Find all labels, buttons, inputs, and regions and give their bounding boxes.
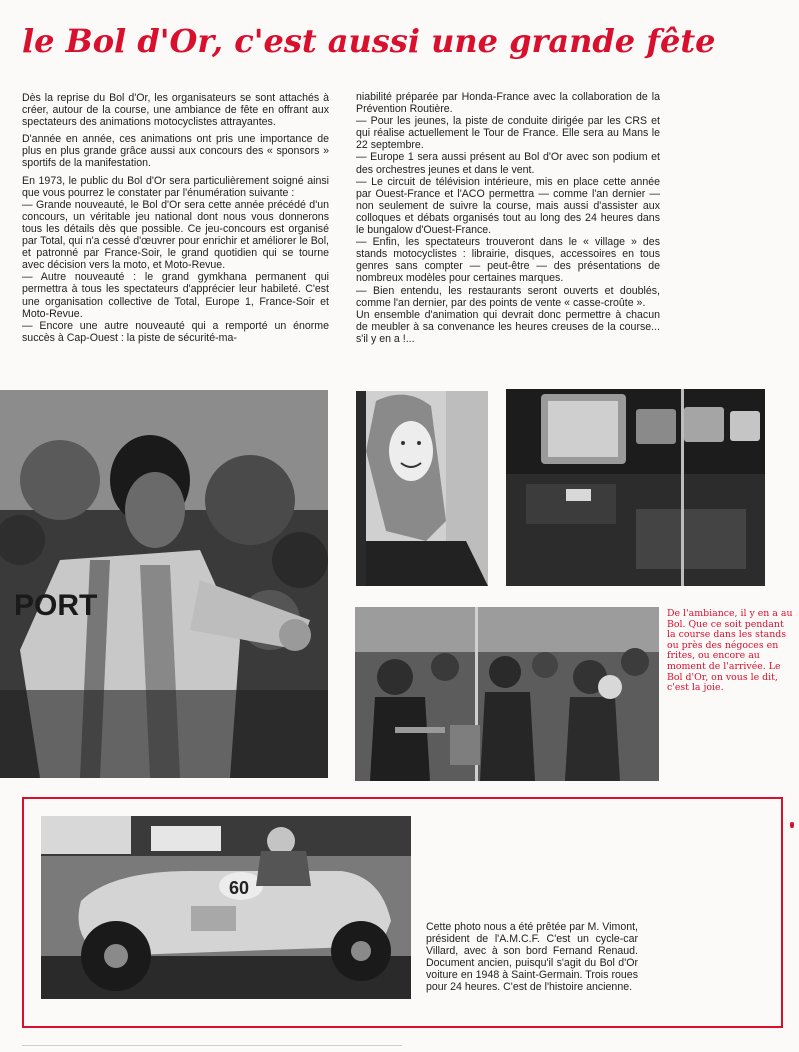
- margin-mark: [790, 822, 794, 828]
- inset-caption: Cette photo nous a été prêtée par M. Vimont, président de l'A.M.C.F. C'est un cycle-car Villard, avec à son bord Fernand Renaud. Document ancien, puisqu'il s'agit du Bol d'Or voiture en 1948 à Saint-Germain. Trois roues pour 24 heures. C'est de l'histoire ancienne.: [426, 921, 638, 994]
- article-paragraph: D'année en année, ces animations ont pris une importance de plus en plus grande grâce aussi aux concours des « sponsors » sportifs de la manifestation.: [22, 133, 329, 170]
- jersey-lettering: PORT: [14, 589, 98, 622]
- article-right-column: [356, 91, 660, 345]
- smiling-woman-photo: [356, 391, 488, 586]
- article-paragraph: niabilité préparée par Honda-France avec la collaboration de la Prévention Routière.: [356, 91, 660, 116]
- article-paragraph: — Bien entendu, les restaurants seront ouverts et doublés, comme l'an dernier, par des points de vente « casse-croûte ».: [356, 284, 660, 309]
- article-paragraph: — Grande nouveauté, le Bol d'Or sera cette année précédé d'un concours, un véritable jeu national dont nous vous donnerons tous les détails dès que possible. Ce jeu-concours est organisé par Total, qui n'a cessé d'œuvrer pour enrichir et améliorer le Bol, et patronné par France-Soir, le grand quotidien qui se tourne avec décision vers la moto, et Moto-Revue.: [22, 198, 329, 272]
- article-paragraph: En 1973, le public du Bol d'Or sera particulièrement soigné ainsi que vous pourrez le constater par l'énumération suivante :: [22, 174, 329, 199]
- article-paragraph: Un ensemble d'animation qui devrait donc permettre à chacun de meubler à sa convenance les heures creuses de la course... s'il y en a !...: [356, 308, 660, 345]
- crowd-at-stands-photo: [355, 607, 659, 781]
- article-paragraph: — Enfin, les spectateurs trouveront dans le « village » des stands motocyclistes : librairie, disques, accessoires en tous genres sans compter — peut-être — des présentations de nombreux modèles pour certaines marques.: [356, 236, 660, 285]
- rider-crowd-photo: [0, 390, 328, 778]
- article-left-column: [22, 92, 329, 344]
- race-number: 60: [229, 878, 250, 898]
- tv-monitors-photo: [506, 389, 765, 586]
- article-paragraph: — Europe 1 sera aussi présent au Bol d'Or avec son podium et des orchestres jeunes et dans le vent.: [356, 151, 660, 176]
- article-paragraph: — Pour les jeunes, la piste de conduite dirigée par les CRS et qui réalise actuellement le Tour de France. Elle sera au Mans le 22 septembre.: [356, 115, 660, 152]
- page-title: le Bol d'Or, c'est aussi une grande fête: [22, 22, 716, 60]
- article-paragraph: Dès la reprise du Bol d'Or, les organisateurs se sont attachés à créer, autour de la course, une ambiance de fête en offrant aux spectateurs des animations motocyclistes attrayantes.: [22, 92, 329, 129]
- cycle-car-photo: [41, 816, 411, 999]
- article-paragraph: — Autre nouveauté : le grand gymkhana permanent qui permettra à tous les spectateurs d'apprécier leur habileté. C'est une organisation collective de Total, Europe 1, France-Soir et Moto-Revue.: [22, 271, 329, 320]
- article-paragraph: — Encore une autre nouveauté qui a remporté un énorme succès à Cap-Ouest : la piste de sécurité-ma-: [22, 319, 329, 344]
- article-paragraph: — Le circuit de télévision intérieure, mis en place cette année par Ouest-France et l'ACO permettra — comme l'an dernier — non seulement de suivre la course, mais aussi d'assister aux colloques et débats organisés tout au long des 24 heures dans le bungalow d'Ouest-France.: [356, 175, 660, 237]
- photo-caption: De l'ambiance, il y en a au Bol. Que ce soit pendant la course dans les stands ou près des négoces en frites, ou encore au moment de l'arrivée. Le Bol d'Or, on vous le dit, c'est la joie.: [667, 608, 793, 694]
- page-footer-rule: [22, 1045, 402, 1046]
